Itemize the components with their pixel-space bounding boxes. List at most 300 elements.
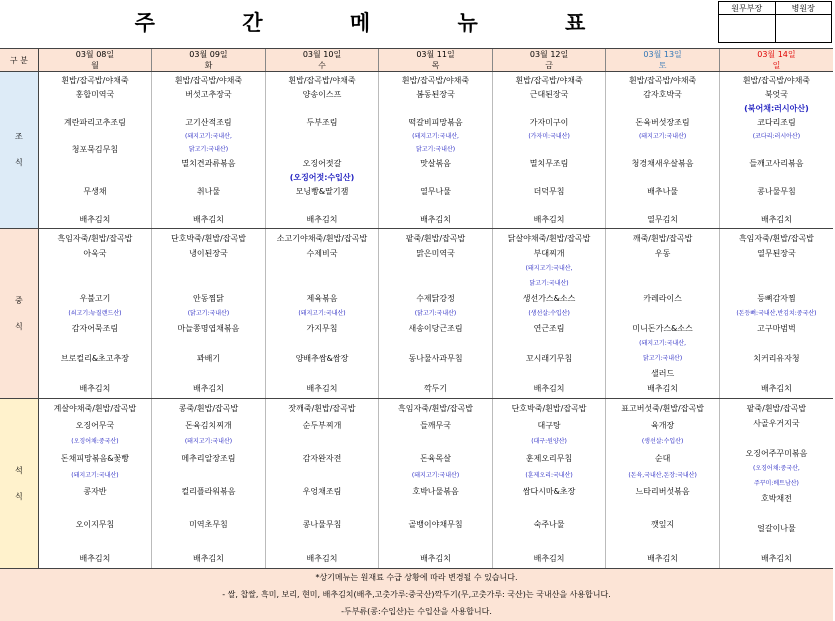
lunch-cell [492, 229, 606, 399]
menu-cell-content [720, 401, 833, 567]
menu-cell-content [379, 74, 492, 227]
menu-item: 대구탕 [493, 417, 606, 434]
menu-item [720, 261, 833, 276]
menu-item: 얼갈이나물 [720, 521, 833, 536]
menu-cell-content [606, 74, 719, 227]
menu-item: 사골우거지국 [720, 416, 833, 431]
menu-item: 팥죽/흰밥/잡곡밥 [379, 231, 492, 246]
menu-item: 콩나물무침 [266, 517, 379, 534]
menu-item: 골뱅이야채무침 [379, 517, 492, 534]
menu-item: 단호박죽/흰밥/잡곡밥 [152, 231, 265, 246]
menu-item: 청경채새우살볶음 [606, 157, 719, 171]
menu-item: 표고버섯죽/흰밥/잡곡밥 [606, 401, 719, 418]
menu-item: 우엉채조림 [266, 483, 379, 500]
menu-item [266, 143, 379, 157]
origin-note: (오징어채:중국산, [720, 461, 833, 476]
menu-item [720, 276, 833, 291]
menu-item: 배추김치 [606, 381, 719, 396]
menu-item: 배추김치 [720, 381, 833, 396]
menu-item: 맛살볶음 [379, 157, 492, 171]
menu-item: 배추김치 [39, 213, 152, 227]
origin-note: (닭고기:국내산) [379, 306, 492, 321]
header-weekday-row [0, 60, 833, 72]
menu-item [493, 199, 606, 213]
menu-item: 북엇국 [720, 87, 833, 101]
menu-item: 배추김치 [39, 381, 152, 396]
page-title: 주 간 메 뉴 표 [0, 0, 720, 44]
menu-item: 컬리플라워볶음 [152, 483, 265, 500]
menu-item: 배추나물 [606, 185, 719, 199]
menu-item: 콩죽/흰밥/잡곡밥 [152, 401, 265, 418]
menu-item: 양송이스프 [266, 87, 379, 101]
approval-label-2: 병원장 [775, 2, 832, 15]
menu-item: 멸치무조림 [493, 157, 606, 171]
menu-item: 치커리유자청 [720, 351, 833, 366]
menu-item: 맑은미역국 [379, 246, 492, 261]
breakfast-cell [719, 72, 833, 229]
menu-item: 고기산적조림 [152, 115, 265, 129]
day-weekday: 토 [606, 60, 720, 72]
meal-label-char: 식 [0, 150, 38, 176]
day-date: 03월 10일 [265, 49, 379, 61]
menu-item: 돈채피망볶음&꽃빵 [39, 450, 152, 467]
menu-item [39, 129, 152, 143]
menu-item [493, 336, 606, 351]
menu-cell-content [266, 74, 379, 227]
menu-item [379, 366, 492, 381]
menu-item: 미역초무침 [152, 517, 265, 534]
menu-item: 흑임자죽/흰밥/잡곡밥 [720, 231, 833, 246]
origin-note: 닭고기:국내산) [606, 351, 719, 366]
day-weekday: 수 [265, 60, 379, 72]
day-weekday: 월 [38, 60, 152, 72]
breakfast-cell [38, 72, 152, 229]
menu-item: 열무나물 [379, 185, 492, 199]
menu-item: 단호박죽/흰밥/잡곡밥 [493, 401, 606, 418]
menu-item: 감자어묵조림 [39, 321, 152, 336]
origin-note: (북어채:러시아산) [720, 101, 833, 115]
menu-item: 숙주나물 [493, 517, 606, 534]
origin-note: (오징어젓:수입산) [266, 171, 379, 185]
menu-cell-content [39, 74, 152, 227]
menu-item [720, 506, 833, 521]
menu-item: 마늘쫑명엽채볶음 [152, 321, 265, 336]
menu-item: 수제비국 [266, 246, 379, 261]
dinner-cell [152, 399, 266, 569]
menu-table [0, 48, 833, 621]
menu-item: 청포묵김무침 [39, 143, 152, 157]
origin-note: (가자미:국내산) [493, 129, 606, 143]
breakfast-cell [379, 72, 493, 229]
menu-item: 봄동된장국 [379, 87, 492, 101]
menu-item: 순대 [606, 450, 719, 467]
menu-item: 수제닭강정 [379, 291, 492, 306]
menu-item [152, 500, 265, 517]
menu-item: 순두부찌개 [266, 417, 379, 434]
menu-item: 버섯고추장국 [152, 87, 265, 101]
menu-item: 안동찜닭 [152, 291, 265, 306]
menu-item: 흰밥/잡곡밥/야채죽 [606, 74, 719, 88]
breakfast-cell [492, 72, 606, 229]
menu-item [266, 533, 379, 550]
menu-item [266, 261, 379, 276]
menu-item: 등뼈감자찜 [720, 291, 833, 306]
menu-item: 떡갈비피망볶음 [379, 115, 492, 129]
origin-note: 닭고기:국내산) [379, 143, 492, 157]
menu-item: 배추김치 [720, 551, 833, 566]
menu-item [379, 199, 492, 213]
menu-item [152, 336, 265, 351]
origin-note: (돼지고기:국내산, [606, 336, 719, 351]
menu-item [379, 533, 492, 550]
menu-item: 배추김치 [266, 213, 379, 227]
menu-item: 감자완자전 [266, 450, 379, 467]
menu-item: 콩자반 [39, 483, 152, 500]
menu-item: 돈육버섯장조림 [606, 115, 719, 129]
breakfast-cell [265, 72, 379, 229]
menu-item: 배추김치 [493, 550, 606, 567]
origin-note: (오징어채:중국산) [39, 434, 152, 451]
menu-item: 배추김치 [152, 550, 265, 567]
lunch-cell [379, 229, 493, 399]
menu-cell-content [39, 401, 152, 567]
menu-cell-content [720, 231, 833, 397]
menu-item [266, 129, 379, 143]
menu-cell-content [152, 401, 265, 567]
menu-item [606, 171, 719, 185]
menu-cell-content [720, 74, 833, 227]
lunch-cell [719, 229, 833, 399]
menu-item [493, 500, 606, 517]
origin-note: (돼지고기:국내산) [152, 434, 265, 451]
menu-item: 호박나물볶음 [379, 483, 492, 500]
menu-item: 돈육김치찌개 [152, 417, 265, 434]
menu-item: 콩나물무침 [720, 185, 833, 199]
dinner-cell [719, 399, 833, 569]
menu-item: 오징어젓갈 [266, 157, 379, 171]
menu-item: 열무김치 [606, 213, 719, 227]
menu-item [266, 467, 379, 484]
lunch-cell [606, 229, 720, 399]
menu-item: 감자호박국 [606, 87, 719, 101]
menu-item [39, 500, 152, 517]
menu-item [720, 536, 833, 551]
origin-note: (코다리:러시아산) [720, 129, 833, 143]
menu-item [266, 199, 379, 213]
menu-item [379, 336, 492, 351]
menu-item: 멸치견과류볶음 [152, 157, 265, 171]
menu-item [152, 467, 265, 484]
day-weekday: 일 [719, 60, 833, 72]
origin-note: 주꾸미:베트남산) [720, 476, 833, 491]
menu-item: 생선가스&소스 [493, 291, 606, 306]
menu-item: 들깨무국 [379, 417, 492, 434]
menu-cell-content [606, 401, 719, 567]
menu-item [266, 101, 379, 115]
menu-item: 배추김치 [379, 213, 492, 227]
menu-cell-content [39, 231, 152, 397]
menu-item: 부대찌개 [493, 246, 606, 261]
day-date: 03월 12일 [492, 49, 606, 61]
breakfast-label [0, 72, 38, 229]
approval-sign-2 [775, 15, 832, 43]
menu-cell-content [266, 401, 379, 567]
breakfast-row [0, 72, 833, 229]
menu-item: 꼬시래기무침 [493, 351, 606, 366]
menu-item [266, 434, 379, 451]
menu-item [152, 366, 265, 381]
menu-item: 브로컬리&초고추장 [39, 351, 152, 366]
gubun-label: 구 분 [0, 49, 38, 72]
menu-item [720, 366, 833, 381]
menu-item: 두부조림 [266, 115, 379, 129]
menu-item [606, 261, 719, 276]
menu-item: 가지무침 [266, 321, 379, 336]
menu-item: 제육볶음 [266, 291, 379, 306]
dinner-cell [38, 399, 152, 569]
footer-note: - 쌀, 찹쌀, 흑미, 보리, 현미, 배추김치(배추,고춧가루:중국산)깍두기(무,고춧가루: 국산)는 국내산을 사용합니다. [0, 589, 833, 601]
origin-note: (돼지고기:국내산, [493, 261, 606, 276]
menu-cell-content [379, 401, 492, 567]
menu-item [379, 101, 492, 115]
origin-note: (돈육,국내산,돈장:국내산) [606, 467, 719, 484]
menu-item: 배추김치 [266, 381, 379, 396]
menu-item [720, 336, 833, 351]
menu-item [379, 171, 492, 185]
menu-item [379, 276, 492, 291]
day-weekday: 금 [492, 60, 606, 72]
menu-item: 배추김치 [266, 550, 379, 567]
menu-item: 흰밥/잡곡밥/야채죽 [720, 74, 833, 88]
footer-cell [0, 569, 833, 621]
menu-item: 우불고기 [39, 291, 152, 306]
menu-item: 양배추쌈&쌈장 [266, 351, 379, 366]
menu-cell-content [379, 231, 492, 397]
menu-item: 잣깨죽/흰밥/잡곡밥 [266, 401, 379, 418]
menu-item: 열무된장국 [720, 246, 833, 261]
menu-item [39, 171, 152, 185]
origin-note: (돼지고기:국내산, [152, 129, 265, 143]
dinner-label [0, 399, 38, 569]
menu-item: 가자미구이 [493, 115, 606, 129]
day-date: 03월 08일 [38, 49, 152, 61]
meal-label-char: 식 [0, 484, 38, 510]
menu-item [266, 276, 379, 291]
menu-item [152, 261, 265, 276]
dinner-cell [492, 399, 606, 569]
menu-item: 아욱국 [39, 246, 152, 261]
menu-item: 돈육목살 [379, 450, 492, 467]
menu-item: 우동 [606, 246, 719, 261]
menu-item: 닭살야채죽/흰밥/잡곡밥 [493, 231, 606, 246]
menu-cell-content [152, 74, 265, 227]
dinner-cell [379, 399, 493, 569]
day-date: 03월 14일 [719, 49, 833, 61]
menu-item: 배추김치 [379, 550, 492, 567]
dinner-cell [265, 399, 379, 569]
menu-item [152, 101, 265, 115]
menu-item: 육개장 [606, 417, 719, 434]
menu-item [606, 306, 719, 321]
menu-item [493, 143, 606, 157]
approval-box [718, 1, 832, 43]
menu-item: 들깨고사리볶음 [720, 157, 833, 171]
menu-item: 취나물 [152, 185, 265, 199]
menu-item [606, 533, 719, 550]
menu-item [379, 434, 492, 451]
day-weekday: 목 [379, 60, 493, 72]
menu-item: 새송이당근조림 [379, 321, 492, 336]
day-weekday: 화 [152, 60, 266, 72]
menu-item: 흰밥/잡곡밥/야채죽 [266, 74, 379, 88]
menu-item: 소고기야채죽/흰밥/잡곡밥 [266, 231, 379, 246]
menu-item: 동나물사과무침 [379, 351, 492, 366]
menu-item: 팥죽/흰밥/잡곡밥 [720, 401, 833, 416]
menu-item: 홍합미역국 [39, 87, 152, 101]
menu-item [720, 199, 833, 213]
breakfast-cell [606, 72, 720, 229]
menu-item: 오징어주꾸미볶음 [720, 446, 833, 461]
lunch-cell [152, 229, 266, 399]
lunch-cell [38, 229, 152, 399]
menu-item: 흑임자죽/흰밥/잡곡밥 [379, 401, 492, 418]
menu-item [379, 261, 492, 276]
menu-item [379, 500, 492, 517]
menu-item: 배추김치 [152, 213, 265, 227]
menu-cell-content [266, 231, 379, 397]
menu-item: 미니돈가스&소스 [606, 321, 719, 336]
approval-sign-1 [719, 15, 776, 43]
day-date: 03월 11일 [379, 49, 493, 61]
menu-item [39, 533, 152, 550]
origin-note: (돼지고기:국내산) [266, 306, 379, 321]
footer-row [0, 569, 833, 621]
menu-item: 흰밥/잡곡밥/야채죽 [152, 74, 265, 88]
menu-item: 근대된장국 [493, 87, 606, 101]
origin-note: (돼지고기:국내산) [39, 467, 152, 484]
menu-item: 모닝빵&딸기잼 [266, 185, 379, 199]
menu-item: 샐러드 [606, 366, 719, 381]
menu-item [606, 101, 719, 115]
menu-item: 무생채 [39, 185, 152, 199]
origin-note: (생선살:수입산) [606, 434, 719, 451]
menu-item: 오이지무침 [39, 517, 152, 534]
menu-item: 냉이된장국 [152, 246, 265, 261]
menu-item [39, 157, 152, 171]
menu-cell-content [606, 231, 719, 397]
menu-item: 흰밥/잡곡밥/야채죽 [39, 74, 152, 88]
origin-note: (쇠고기:뉴질랜드산) [39, 306, 152, 321]
origin-note: (돼지고기:국내산) [379, 467, 492, 484]
meal-label-char: 중 [0, 288, 38, 314]
menu-item: 쌈다시마&초장 [493, 483, 606, 500]
menu-cell-content [493, 74, 606, 227]
origin-note: (돼지고기:국내산, [379, 129, 492, 143]
menu-item [606, 500, 719, 517]
day-date: 03월 13일 [606, 49, 720, 61]
menu-item: 깨죽/흰밥/잡곡밥 [606, 231, 719, 246]
menu-item: 메추리알장조림 [152, 450, 265, 467]
menu-item [152, 199, 265, 213]
menu-item: 흰밥/잡곡밥/야채죽 [493, 74, 606, 88]
menu-item: 계살야채죽/흰밥/잡곡밥 [39, 401, 152, 418]
menu-item: 꽈배기 [152, 351, 265, 366]
menu-item [39, 261, 152, 276]
menu-item [152, 533, 265, 550]
menu-item: 배추김치 [493, 213, 606, 227]
menu-item: 더덕무침 [493, 185, 606, 199]
origin-note: (대구:원양산) [493, 434, 606, 451]
menu-item: 느타리버섯볶음 [606, 483, 719, 500]
menu-item [493, 101, 606, 115]
lunch-label [0, 229, 38, 399]
footer-note: -두부류(콩:수입산)는 수입산을 사용합니다. [0, 606, 833, 618]
menu-item [720, 431, 833, 446]
menu-item [606, 276, 719, 291]
menu-item [39, 336, 152, 351]
menu-item [266, 366, 379, 381]
origin-note: (훈제오리:국내산) [493, 467, 606, 484]
meal-label-char: 석 [0, 458, 38, 484]
menu-item: 배추김치 [152, 381, 265, 396]
origin-note: (돈등뼈:국내산,반김치:중국산) [720, 306, 833, 321]
menu-item [493, 366, 606, 381]
menu-item [39, 199, 152, 213]
menu-item: 오징어무국 [39, 417, 152, 434]
menu-item [720, 143, 833, 157]
header-date-row [0, 49, 833, 61]
menu-cell-content [493, 401, 606, 567]
menu-item: 배추김치 [39, 550, 152, 567]
dinner-cell [606, 399, 720, 569]
menu-item: 계란파리고추조림 [39, 115, 152, 129]
menu-cell-content [493, 231, 606, 397]
footer-note: *상기메뉴는 원재료 수급 상황에 따라 변경될 수 있습니다. [0, 572, 833, 584]
menu-item: 배추김치 [720, 213, 833, 227]
menu-item: 호박채전 [720, 491, 833, 506]
menu-item: 배추김치 [606, 550, 719, 567]
dinner-row [0, 399, 833, 569]
menu-item [152, 276, 265, 291]
origin-note: (닭고기:국내산) [152, 306, 265, 321]
meal-label-char: 조 [0, 124, 38, 150]
origin-note: 닭고기:국내산) [152, 143, 265, 157]
breakfast-cell [152, 72, 266, 229]
menu-item [39, 101, 152, 115]
menu-item [152, 171, 265, 185]
origin-note: (돼지고기:국내산) [606, 129, 719, 143]
menu-item [493, 171, 606, 185]
menu-item: 흑임자죽/흰밥/잡곡밥 [39, 231, 152, 246]
menu-item: 연근조림 [493, 321, 606, 336]
origin-note: (생선살:수입산) [493, 306, 606, 321]
menu-item [493, 533, 606, 550]
day-date: 03월 09일 [152, 49, 266, 61]
lunch-cell [265, 229, 379, 399]
menu-item [266, 500, 379, 517]
menu-item: 훈제오리무침 [493, 450, 606, 467]
origin-note: 닭고기:국내산) [493, 276, 606, 291]
menu-item: 카레라이스 [606, 291, 719, 306]
menu-item [720, 171, 833, 185]
menu-cell-content [152, 231, 265, 397]
lunch-row [0, 229, 833, 399]
menu-item [39, 366, 152, 381]
menu-item: 깍두기 [379, 381, 492, 396]
menu-item [266, 336, 379, 351]
footer-notes [0, 569, 833, 621]
menu-item: 코다리조림 [720, 115, 833, 129]
